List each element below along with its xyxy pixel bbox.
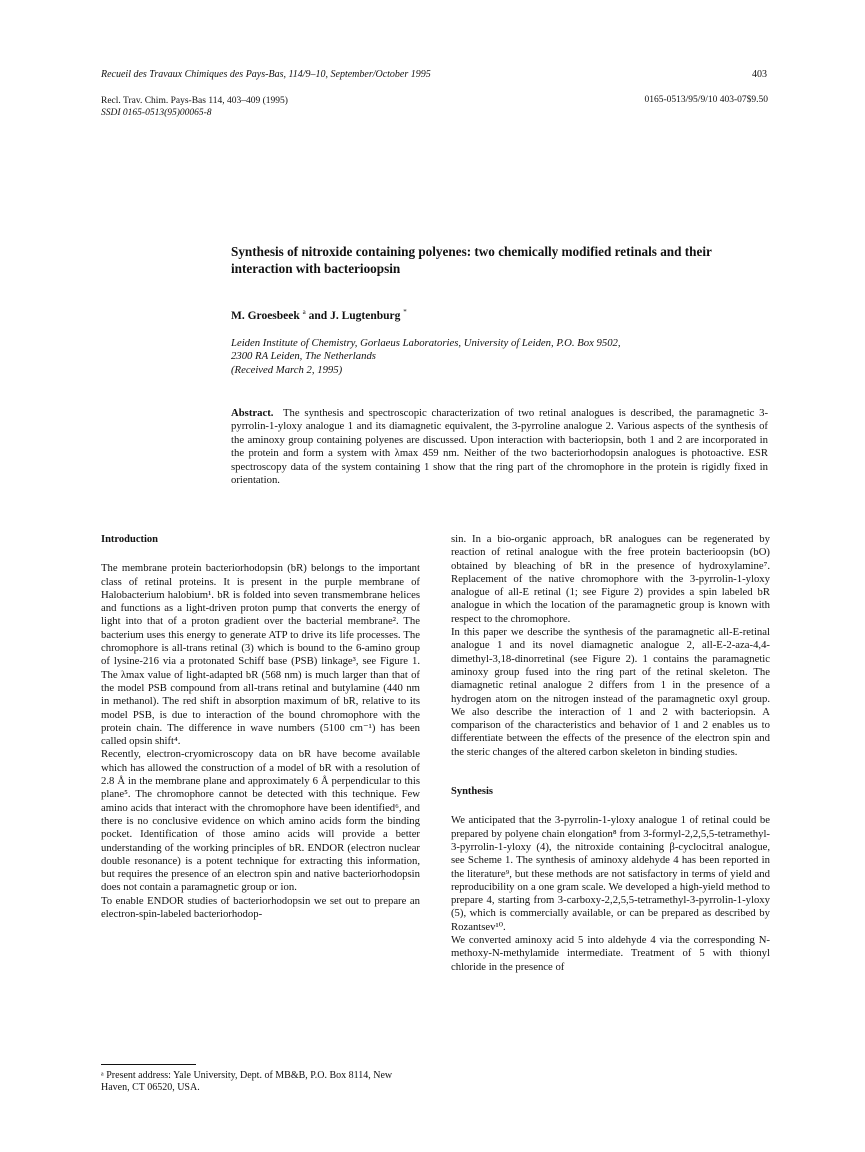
author-mark: * [403,308,407,317]
section-heading: Introduction [101,534,158,545]
paragraph: Recently, electron-cryomicroscopy data on bR have become available which has allowed the construction of a model of bR with a resolution of 2.8 Å in the membrane plane and approximately 6 Å perpendicular to this plane⁵. The chromophore cannot be detected with this technique. Few amino acids that interact with the chromophore have been identified⁶, and there is no conclusive evidence on which amino acids form the binding pocket. Identification of those amino acids will provide a better understanding of the working principles of bR. ENDOR (electron nuclear double resonance) is a potent technique for extracting this information, but requires the presence of an electron spin and native bacteriorhodopsin does not contain a paramagnetic group or ion. [101,748,420,894]
paragraph: We converted aminoxy acid 5 into aldehyde 4 via the corresponding N-methoxy-N-methylamide intermediate. Treatment of 5 with thionyl chloride in the presence of [451,934,770,973]
author-line [231,310,407,322]
affiliation [231,337,768,377]
abstract-label: Abstract. [231,407,274,419]
ssdi-line: SSDI 0165-0513(95)00065-8 [101,108,212,118]
abstract [231,407,768,487]
author-mark: a [302,308,306,317]
issn-line: 0165-0513/95/9/10 403-07$9.50 [644,95,768,105]
author-joiner: and [308,310,331,322]
paragraph: We anticipated that the 3-pyrrolin-1-yloxy analogue 1 of retinal could be prepared by polyene chain elongation⁸ from 3-formyl-2,2,5,5-tetramethyl-3-pyrrolin-1-yloxy (4), the nitroxide containing β-cyclocitral analogue, see Scheme 1. The synthesis of aminoxy aldehyde 4 has been reported in the literature⁹, but these methods are not satisfactory in terms of yield and reproducibility on a one gram scale. We developed a high-yield method to prepare 4, starting from 3-carboxy-2,2,5,5-tetramethyl-3-pyrrolin-1-yloxy (5), which is commercially available, or can be prepared as described by Rozantsev¹⁰. [451,814,770,933]
article-title: Synthesis of nitroxide containing polyenes: two chemically modified retinals and their interaction with bacterioopsin [231,244,712,276]
running-head: Recueil des Travaux Chimiques des Pays-Bas, 114/9–10, September/October 1995 [101,69,431,80]
footnote: ᵃ Present address: Yale University, Dept. of MB&B, P.O. Box 8114, New Haven, CT 06520, USA. [101,1070,393,1093]
author-name: J. Lugtenburg [330,310,401,322]
author-name: M. Groesbeek [231,310,300,322]
received-date: (Received March 2, 1995) [231,363,343,376]
paragraph: To enable ENDOR studies of bacteriorhodopsin we set out to prepare an electron-spin-labeled bacteriorhodop- [101,894,420,921]
paragraph: The membrane protein bacteriorhodopsin (bR) belongs to the important class of retinal proteins. It is present in the purple membrane of Halobacterium halobium¹. bR is folded into seven transmembrane helices and functions as a light-driven proton pump that converts the energy of light into that of a proton gradient over the bacterial membrane². The bacterium uses this energy to generate ATP to drive its life processes. The chromophore is all-trans retinal (3) which is bound to the 6-amino group of lysine-216 via a protonated Schiff base (PSB) linkage³, see Figure 1. The λmax value of light-adapted bR (568 nm) is much larger than that of the model PSB compound from all-trans retinal and butylamine (440 nm in methanol). The red shift in absorption maximum of bR, relative to its model PSB, is due to interaction of the bound chromophore with the protein chain. The difference in wave numbers (5100 cm⁻¹) has been called opsin shift⁴. [101,562,420,748]
right-column [451,533,770,974]
paragraph: sin. In a bio-organic approach, bR analogues can be regenerated by reaction of retinal analogue with the free protein bacterioopsin (bO) obtained by bleaching of bR in the presence of hydroxylamine⁷. Replacement of the native chromophore with the 3-pyrrolin-1-yloxy analogue of all-E retinal (1; see Figure 2) provides a spin labeled bR analogue in which the location of the paramagnetic group is known with respect to the chromophore. [451,533,770,625]
citation-block [101,95,288,119]
section-heading: Synthesis [451,786,494,798]
abstract-text: The synthesis and spectroscopic characterization of two retinal analogues is described, the paramagnetic 3-pyrrolin-1-yloxy analogue 1 and its diamagnetic equivalent, the 3-pyrroline analogue 2. Various aspects of the synthesis of the aminoxy group containing polyenes are discussed. Upon interaction with bacteriopsin, both 1 and 2 are incorporated in the protein and form a system with λmax 459 nm. Neither of the two bacteriorhodopsin analogues is photoactive. ESR spectroscopy data of the system containing 1 show that the ring part of the chromophore in the protein is rigidly fixed in orientation. [231,407,769,487]
affiliation-line: Leiden Institute of Chemistry, Gorlaeus Laboratories, University of Leiden, P.O. Box 9502, [231,337,621,349]
page-number: 403 [752,69,767,80]
left-column [101,533,420,921]
affiliation-line: 2300 RA Leiden, The Netherlands [231,350,376,363]
paragraph: In this paper we describe the synthesis of the paramagnetic all-E-retinal analogue 1 and its novel diamagnetic analogue 2, all-E-2-aza-4,4-dimethyl-3,18-dinorretinal (see Figure 2). 1 contains the paramagnetic aminoxy group fused into the ring part of the retinal skeleton. The diamagnetic retinal analogue 2 differs from 1 in the presence of a hydrogen atom on the nitrogen instead of the paramagnetic oxyl group. We also describe the interaction of 1 and 2 with bacteriopsin. A comparison of the characteristics and behavior of 1 and 2 enables us to differentiate between the effects of the presence of the electron spin and the steric changes of the altered carbon skeleton in binding studies. [451,626,770,758]
footnote-rule [101,1064,196,1065]
citation-line: Recl. Trav. Chim. Pays-Bas 114, 403–409 (1995) [101,96,288,106]
